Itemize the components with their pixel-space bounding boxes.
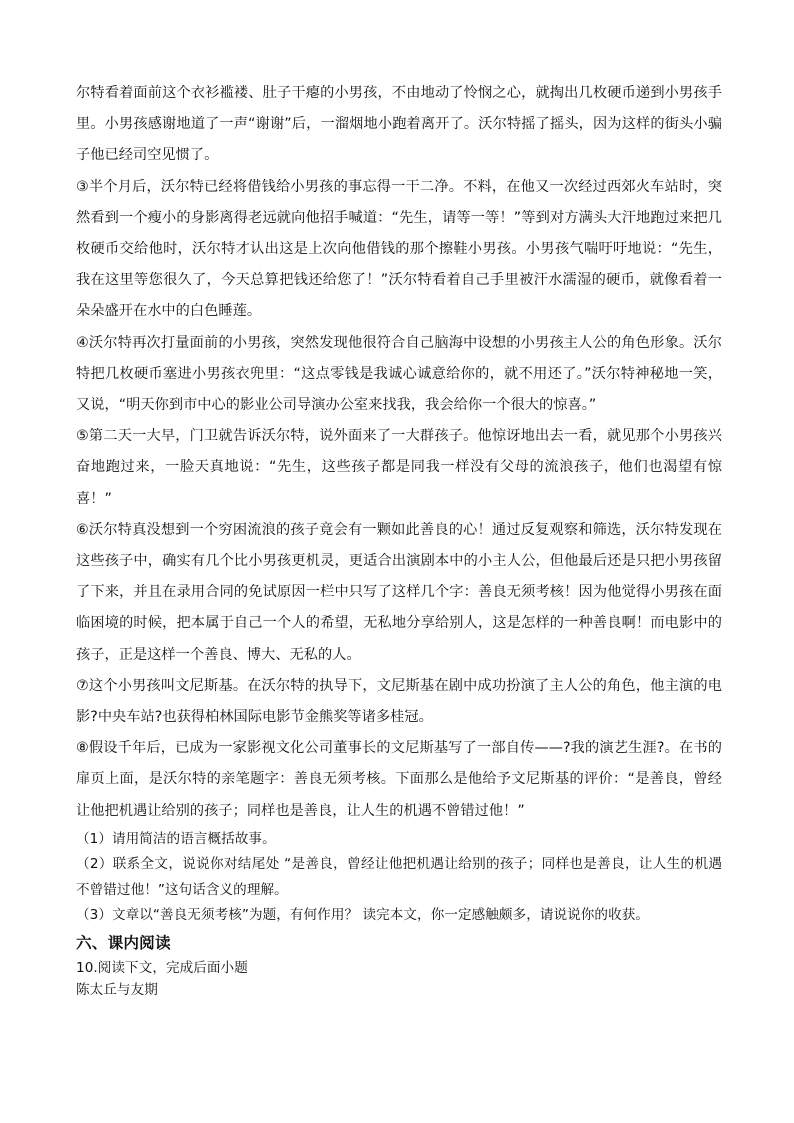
passage-title: 陈太丘与友期: [76, 981, 158, 998]
question-3: （3）文章以“善良无须考核”为题，有何作用？ 读完本文，你一定感触颇多，请说说你的收获。: [76, 907, 650, 924]
story-paragraph-6: ⑥沃尔特真没想到一个穷困流浪的孩子竟会有一颗如此善良的心！通过反复观察和筛选，沃尔特发现在这些孩子中，确实有几个比小男孩更机灵，更适合出演剧本中的小主人公，但他最后还是只把小男孩留了下来，并且在录用合同的免试原因一栏中只写了这样几个字：善良无须考核！因为他觉得小男孩在面临困境的时候，把本属于自己一个人的希望，无私地分享给别人，这是怎样的一种善良啊！而电影中的孩子，正是这样一个善良、博大、无私的人。: [76, 521, 722, 663]
question-1: （1）请用简洁的语言概括故事。: [76, 830, 276, 847]
story-paragraph-3: ③半个月后，沃尔特已经将借钱给小男孩的事忘得一干二净。不料，在他又一次经过西郊火车站时，突然看到一个瘦小的身影离得老远就向他招手喊道：“先生，请等一等！”等到对方满头大汗地跑过来把几枚硬币交给他时，沃尔特才认出这是上次向他借钱的那个擦鞋小男孩。小男孩气喘吁吁地说：“先生，我在这里等您很久了，今天总算把钱还给您了！”沃尔特看着自己手里被汗水濡湿的硬币，就像看着一朵朵盛开在水中的白色睡莲。: [76, 178, 722, 320]
story-paragraph-4: ④沃尔特再次打量面前的小男孩，突然发现他很符合自己脑海中设想的小男孩主人公的角色形象。沃尔特把几枚硬币塞进小男孩衣兜里：“这点零钱是我诚心诚意给你的，就不用还了。”沃尔特神秘地一笑，又说，“明天你到市中心的影业公司导演办公室来找我，我会给你一个很大的惊喜。”: [76, 334, 722, 414]
question-2: （2）联系全文，说说你对结尾处 “是善良，曾经让他把机遇让给别的孩子；同样也是善良，让人生的机遇不曾错过他！”这句话含义的理解。: [76, 856, 722, 898]
story-paragraph-7: ⑦这个小男孩叫文尼斯基。在沃尔特的执导下，文尼斯基在剧中成功扮演了主人公的角色，他主演的电影?中央车站?也获得柏林国际电影节金熊奖等诸多桂冠。: [76, 677, 722, 726]
story-paragraph-8: ⑧假设千年后，已成为一家影视文化公司董事长的文尼斯基写了一部自传——?我的演艺生涯?。在书的扉页上面，是沃尔特的亲笔题字：善良无须考核。下面那么是他给予文尼斯基的评价：“是善良，曾经让他把机遇让给别的孩子；同样也是善良，让人生的机遇不曾错过他！”: [76, 740, 722, 819]
question-list: [76, 827, 722, 929]
document-content: [76, 78, 722, 1001]
reading-instruction: 10.阅读下文，完成后面小题: [76, 959, 248, 976]
story-paragraph-continued: 尔特看着面前这个衣衫褴褛、肚子干瘪的小男孩，不由地动了怜悯之心，就掏出几枚硬币递到小男孩手里。小男孩感谢地道了一声“谢谢”后，一溜烟地小跑着离开了。沃尔特摇了摇头，因为这样的街头小骗子他已经司空见惯了。: [76, 85, 722, 164]
section-heading: 六、课内阅读: [76, 933, 171, 952]
story-paragraph-5: ⑤第二天一大早，门卫就告诉沃尔特，说外面来了一大群孩子。他惊讶地出去一看，就见那个小男孩兴奋地跑过来，一脸天真地说：“先生，这些孩子都是同我一样没有父母的流浪孩子，他们也渴望有惊喜！”: [76, 428, 722, 507]
